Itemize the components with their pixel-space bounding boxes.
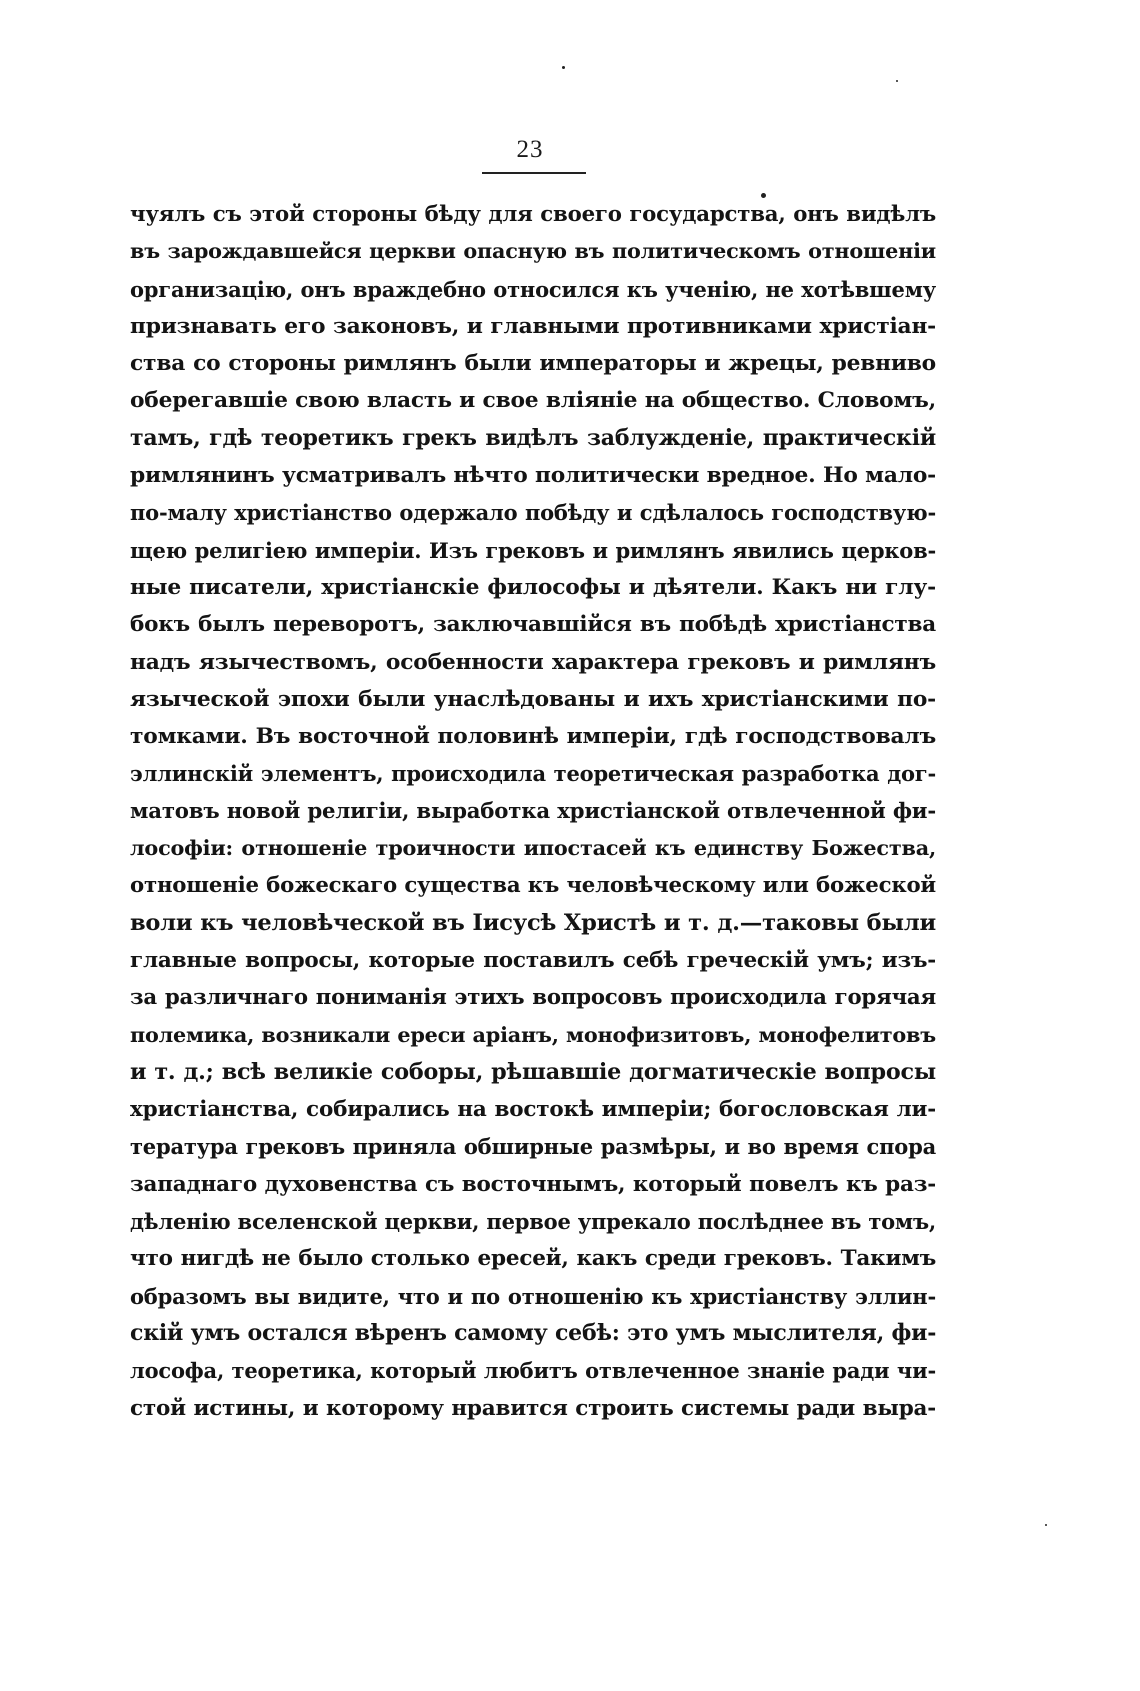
text-line: главные вопросы, которые поставилъ себѣ греческій умъ; изъ- xyxy=(130,947,936,973)
text-line: воли къ человѣческой въ Іисусѣ Христѣ и т. д.—таковы были xyxy=(130,909,936,936)
text-line: тамъ, гдѣ теоретикъ грекъ видѣлъ заблужденіе, практическій xyxy=(130,424,936,451)
text-line: томками. Въ восточной половинѣ имперіи, гдѣ господствовалъ xyxy=(130,724,936,750)
text-line: оберегавшіе свою власть и свое вліяніе на общество. Словомъ, xyxy=(130,388,936,414)
text-line: чуялъ съ этой стороны бѣду для своего государства, онъ видѣлъ xyxy=(130,202,936,227)
text-line: полемика, возникали ереси аріанъ, монофизитовъ, монофелитовъ xyxy=(130,1022,936,1047)
print-speck xyxy=(896,80,898,82)
print-speck xyxy=(562,66,565,69)
page-number-rule xyxy=(482,172,586,174)
text-line: христіанства, собирались на востокѣ имперіи; богословская ли- xyxy=(130,1097,936,1123)
page-number: 23 xyxy=(516,136,544,163)
body-text xyxy=(130,196,936,1427)
text-line: западнаго духовенства съ восточнымъ, который повелъ къ раз- xyxy=(130,1171,936,1197)
text-line: лософа, теоретика, который любитъ отвлеченное знаніе ради чи- xyxy=(130,1358,936,1384)
text-line: эллинскій элементъ, происходила теоретическая разработка дог- xyxy=(130,761,936,787)
text-line: лософіи: отношеніе троичности ипостасей къ единству Божества, xyxy=(130,836,936,861)
text-line: стой истины, и которому нравится строить системы ради выра- xyxy=(130,1395,936,1421)
text-line: щею религіею имперіи. Изъ грековъ и римлянъ явились церков- xyxy=(130,537,936,563)
text-line: тература грековъ приняла обширные размѣры, и во время спора xyxy=(130,1134,936,1160)
text-line: что нигдѣ не было столько ересей, какъ среди грековъ. Такимъ xyxy=(130,1246,936,1272)
text-line: римлянинъ усматривалъ нѣчто политически вредное. Но мало- xyxy=(130,463,936,489)
text-line: матовъ новой религіи, выработка христіанской отвлеченной фи- xyxy=(130,798,936,824)
text-line: скій умъ остался вѣренъ самому себѣ: это умъ мыслителя, фи- xyxy=(130,1319,937,1346)
text-line: и т. д.; всѣ великіе соборы, рѣшавшіе догматическіе вопросы xyxy=(130,1058,936,1085)
text-line: дѣленію вселенской церкви, первое упрекало послѣднее въ томъ, xyxy=(130,1209,936,1235)
print-speck xyxy=(1045,1524,1047,1526)
text-line: за различнаго пониманія этихъ вопросовъ происходила горячая xyxy=(130,985,936,1011)
text-line: ства со стороны римлянъ были императоры и жрецы, ревниво xyxy=(130,351,936,377)
text-line: надъ язычествомъ, особенности характера грековъ и римлянъ xyxy=(130,649,936,675)
text-line: образомъ вы видите, что и по отношенію къ христіанству эллин- xyxy=(130,1283,936,1309)
text-line: отношеніе божескаго существа къ человѣческому или божеской xyxy=(130,873,936,899)
text-line: ные писатели, христіанскіе философы и дѣятели. Какъ ни глу- xyxy=(130,574,936,600)
text-line: по-малу христіанство одержало побѣду и сдѣлалось господствую- xyxy=(130,500,936,526)
text-line: языческой эпохи были унаслѣдованы и ихъ христіанскими по- xyxy=(130,686,936,712)
text-line: организацію, онъ враждебно относился къ ученію, не хотѣвшему xyxy=(130,276,936,302)
text-line: признавать его законовъ, и главными противниками христіан- xyxy=(130,313,936,339)
text-line: въ зарождавшейся церкви опасную въ политическомъ отношеніи xyxy=(130,239,936,264)
text-line: бокъ былъ переворотъ, заключавшійся въ побѣдѣ христіанства xyxy=(130,612,936,638)
